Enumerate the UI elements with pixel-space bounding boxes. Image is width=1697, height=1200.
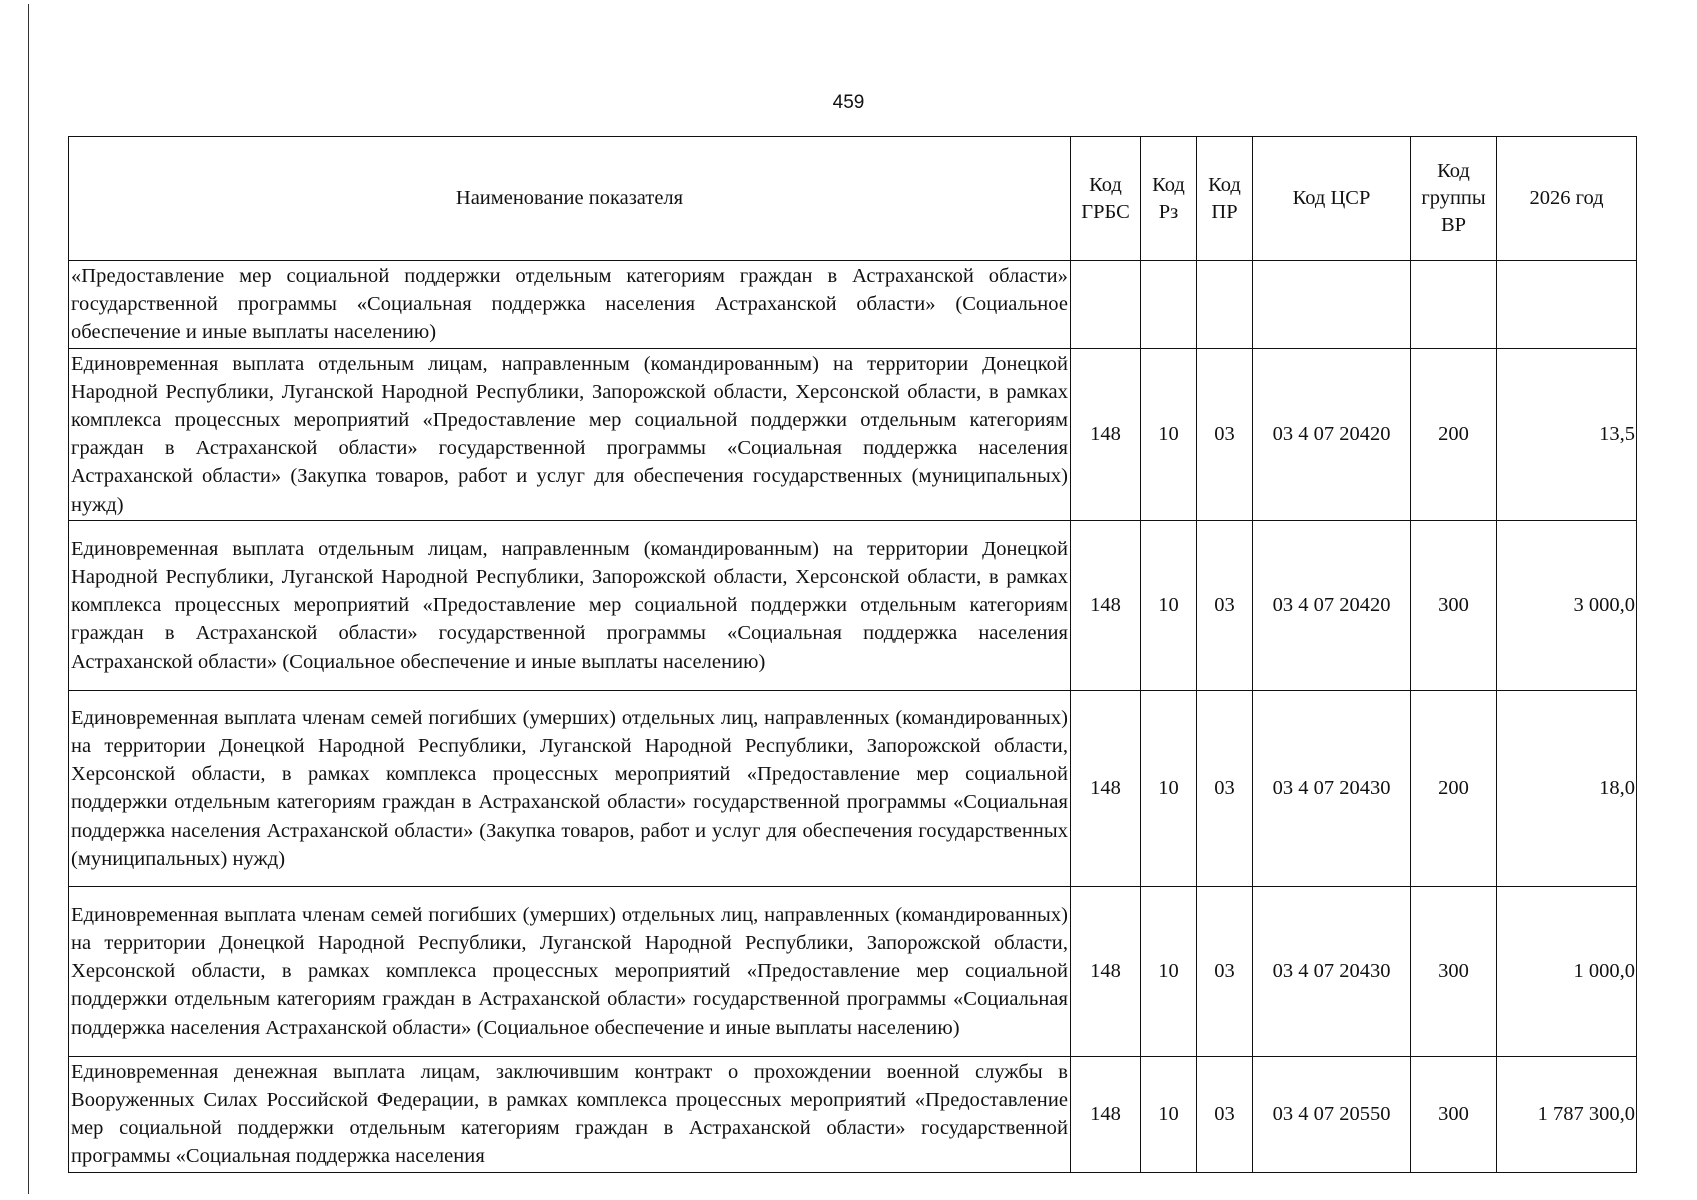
table-row (69, 690, 1637, 886)
row-amount: 1 000,0 (1497, 886, 1637, 1056)
header-vr: Код группы ВР (1411, 137, 1497, 261)
row-vr: 200 (1411, 348, 1497, 520)
row-vr: 300 (1411, 886, 1497, 1056)
row-amount: 1 787 300,0 (1497, 1056, 1637, 1172)
budget-table (68, 136, 1637, 1173)
row-grbs (1071, 261, 1141, 349)
left-margin-line (28, 4, 29, 1194)
row-pr (1197, 261, 1253, 349)
row-vr: 200 (1411, 690, 1497, 886)
header-year: 2026 год (1497, 137, 1637, 261)
row-grbs: 148 (1071, 886, 1141, 1056)
row-name: Единовременная выплата отдельным лицам, направленным (командированным) на территории Донецкой Народной Республики, Луганской Народной Республики, Запорожской области, Херсонской области, в рамках комплекса процессных мероприятий «Предоставление мер социальной поддержки отдельным категориям граждан в Астраханской области» государственной программы «Социальная поддержка населения Астраханской области» (Закупка товаров, работ и услуг для обеспечения государственных (муниципальных) нужд) (69, 348, 1071, 520)
row-name: «Предоставление мер социальной поддержки отдельным категориям граждан в Астраханской области» государственной программы «Социальная поддержка населения Астраханской области» (Социальное обеспечение и иные выплаты населению) (69, 261, 1071, 349)
header-pr: Код ПР (1197, 137, 1253, 261)
row-grbs: 148 (1071, 520, 1141, 690)
row-rz: 10 (1141, 1056, 1197, 1172)
header-rz: Код Рз (1141, 137, 1197, 261)
table-header-row (69, 137, 1637, 261)
row-rz: 10 (1141, 690, 1197, 886)
page-number: 459 (832, 92, 865, 113)
header-grbs: Код ГРБС (1071, 137, 1141, 261)
row-csr: 03 4 07 20420 (1253, 520, 1411, 690)
row-name: Единовременная выплата членам семей погибших (умерших) отдельных лиц, направленных (командированных) на территории Донецкой Народной Республики, Луганской Народной Республики, Запорожской области, Херсонской области, в рамках комплекса процессных мероприятий «Предоставление мер социальной поддержки отдельным категориям граждан в Астраханской области» государственной программы «Социальная поддержка населения Астраханской области» (Закупка товаров, работ и услуг для обеспечения государственных (муниципальных) нужд) (69, 690, 1071, 886)
row-grbs: 148 (1071, 690, 1141, 886)
row-rz: 10 (1141, 348, 1197, 520)
row-pr: 03 (1197, 348, 1253, 520)
row-amount: 13,5 (1497, 348, 1637, 520)
row-rz (1141, 261, 1197, 349)
table-row (69, 520, 1637, 690)
row-pr: 03 (1197, 520, 1253, 690)
row-rz: 10 (1141, 520, 1197, 690)
table-row (69, 1056, 1637, 1172)
row-amount: 3 000,0 (1497, 520, 1637, 690)
row-vr: 300 (1411, 520, 1497, 690)
row-amount (1497, 261, 1637, 349)
row-csr: 03 4 07 20420 (1253, 348, 1411, 520)
row-name: Единовременная выплата членам семей погибших (умерших) отдельных лиц, направленных (командированных) на территории Донецкой Народной Республики, Луганской Народной Республики, Запорожской области, Херсонской области, в рамках комплекса процессных мероприятий «Предоставление мер социальной поддержки отдельным категориям граждан в Астраханской области» государственной программы «Социальная поддержка населения Астраханской области» (Социальное обеспечение и иные выплаты населению) (69, 886, 1071, 1056)
row-vr (1411, 261, 1497, 349)
row-vr: 300 (1411, 1056, 1497, 1172)
row-amount: 18,0 (1497, 690, 1637, 886)
row-pr: 03 (1197, 1056, 1253, 1172)
row-name: Единовременная денежная выплата лицам, заключившим контракт о прохождении военной службы в Вооруженных Силах Российской Федерации, в рамках комплекса процессных мероприятий «Предоставление мер социальной поддержки отдельным категориям граждан в Астраханской области» государственной программы «Социальная поддержка населения (69, 1056, 1071, 1172)
row-grbs: 148 (1071, 1056, 1141, 1172)
row-rz: 10 (1141, 886, 1197, 1056)
row-csr (1253, 261, 1411, 349)
row-pr: 03 (1197, 690, 1253, 886)
row-csr: 03 4 07 20430 (1253, 886, 1411, 1056)
row-csr: 03 4 07 20550 (1253, 1056, 1411, 1172)
table-row (69, 348, 1637, 520)
table-row (69, 886, 1637, 1056)
table-row (69, 261, 1637, 349)
row-csr: 03 4 07 20430 (1253, 690, 1411, 886)
header-name: Наименование показателя (69, 137, 1071, 261)
row-grbs: 148 (1071, 348, 1141, 520)
header-csr: Код ЦСР (1253, 137, 1411, 261)
row-name: Единовременная выплата отдельным лицам, направленным (командированным) на территории Донецкой Народной Республики, Луганской Народной Республики, Запорожской области, Херсонской области, в рамках комплекса процессных мероприятий «Предоставление мер социальной поддержки отдельным категориям граждан в Астраханской области» государственной программы «Социальная поддержка населения Астраханской области» (Социальное обеспечение и иные выплаты населению) (69, 520, 1071, 690)
row-pr: 03 (1197, 886, 1253, 1056)
